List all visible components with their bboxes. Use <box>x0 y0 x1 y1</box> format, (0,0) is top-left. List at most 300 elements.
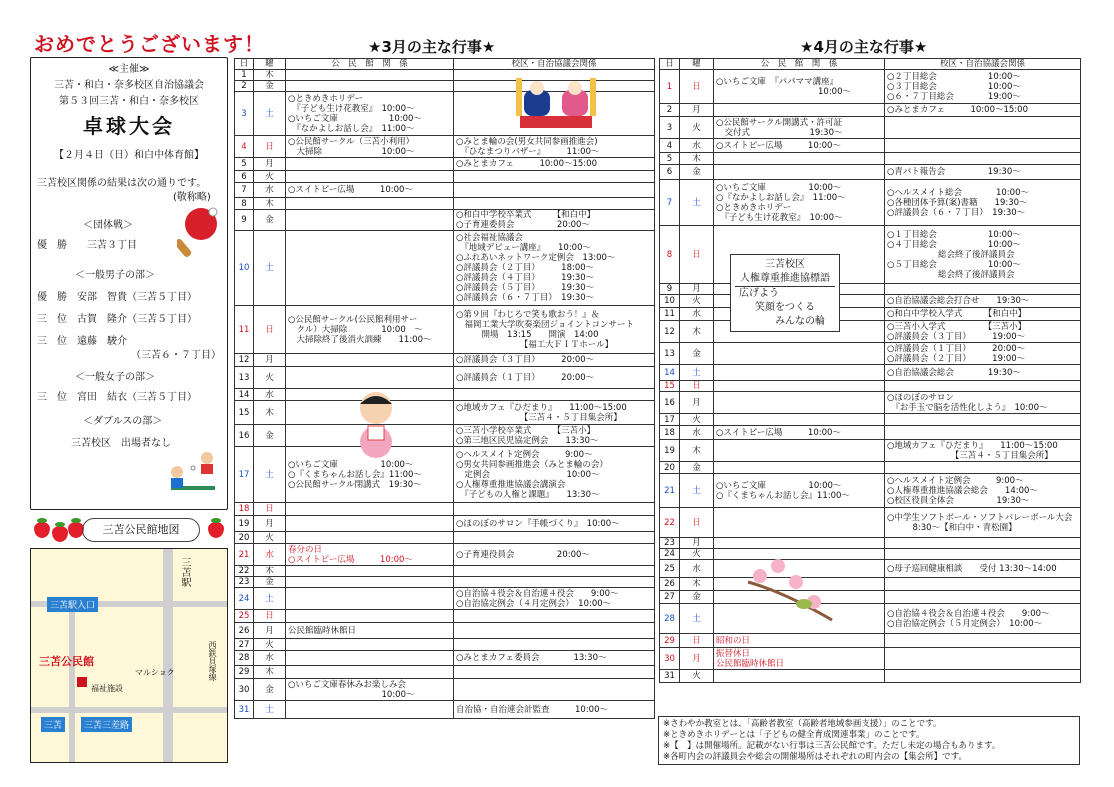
hall-events-cell <box>714 426 885 440</box>
weekday-cell <box>680 508 714 538</box>
cell-text: 25 <box>664 563 675 574</box>
cell-text: ○ほのぼのサロン 『お手玉で脳を活性化しよう』 10:00～ <box>887 392 1048 413</box>
schedule-row <box>235 210 655 231</box>
hall-marker <box>77 677 87 687</box>
cell-text: 30 <box>238 684 250 695</box>
weekday-cell <box>680 284 714 295</box>
schedule-row <box>660 560 1081 578</box>
cell-text: 17 <box>238 469 250 480</box>
cell-text: ○ときめきホリデー 『子ども生け花教室』 10:00～ ○いちご文庫 10:00～ 『なかよしお話し会』 11:00～ <box>288 93 422 134</box>
cell-text: 金 <box>692 167 701 177</box>
cell-text: 9 <box>241 215 247 225</box>
district-events-cell <box>885 549 1081 560</box>
schedule-row <box>235 623 655 639</box>
cell-text: 月 <box>265 518 274 529</box>
schedule-row <box>660 308 1081 321</box>
ping-pong-paddle-icon <box>177 206 221 260</box>
district-events-cell <box>885 604 1081 634</box>
doubles-result: 三苫校区 出場者なし <box>71 438 171 449</box>
hall-events-cell <box>286 532 454 544</box>
cell-text: ○社会福祉協議会 『地域デビュー講座』 10:00～ ○ふれあいネットワーク定例会 13:00～ ○評議員会（２丁目） 18:00～ ○評議員会（４丁目） 19:30～ ○評議員会（５丁目） 19:30～ ○評議員会（６・７丁目） 19:30～ <box>456 233 616 303</box>
district-events-cell <box>454 623 655 639</box>
cell-text: ○いちご文庫 10:00～ ○『なかよしお話し会』 11:00～ ○ときめきホリデー 『子ども生け花教室』 10:00～ <box>716 182 846 223</box>
day-cell <box>660 70 680 104</box>
cell-text: 11 <box>238 324 250 335</box>
day-cell <box>235 623 254 639</box>
weekday-cell <box>680 462 714 474</box>
cell-text: 金 <box>265 430 274 441</box>
hall-events-cell <box>714 648 885 670</box>
hall-events-cell <box>286 639 454 651</box>
schedule-row <box>235 651 655 666</box>
weekday-cell <box>254 81 286 92</box>
cell-text: 12 <box>238 355 250 365</box>
cell-text: 22 <box>238 566 250 576</box>
district-events-cell <box>885 226 1081 284</box>
cell-text: ○ヘルスメイト総会 10:00～ ○各種団体予算(案)書籍 19:30～ ○評議員会（６・７丁目） 19:30～ <box>887 187 1029 218</box>
hina-dolls-icon <box>516 76 596 132</box>
hall-events-cell <box>286 577 454 588</box>
cell-text: ○和白中学校入学式 【和白中】 <box>887 309 1027 319</box>
day-cell <box>660 426 680 440</box>
cell-text: 自治協・自治連会計監査 10:00～ <box>456 704 608 715</box>
schedule-row <box>660 648 1081 670</box>
cell-text: 27 <box>238 639 250 650</box>
cell-text: 17 <box>664 414 675 425</box>
cell-text: 日 <box>692 517 701 528</box>
hall-events-cell <box>286 679 454 701</box>
weekday-cell <box>680 308 714 321</box>
doubles-heading: ＜ダブルスの部＞ <box>83 416 163 427</box>
weekday-cell <box>254 401 286 425</box>
cell-text: ○ヘルスメイト定例会 9:00～ ○男女共同参画推進会（みとま輪の会） 定例会 10:00～ ○人権尊重推進協議会講演会 『子どもの人権と課題』 13:30～ <box>456 449 608 500</box>
schedule-row <box>235 610 655 623</box>
weekday-cell <box>680 381 714 392</box>
weekday-cell <box>680 153 714 165</box>
day-cell <box>235 354 254 367</box>
day-cell <box>660 538 680 549</box>
col-header: 曜 <box>254 59 286 70</box>
march-schedule-table <box>234 58 655 719</box>
day-cell <box>235 92 254 136</box>
weekday-cell <box>680 180 714 226</box>
cell-text: 火 <box>692 549 701 559</box>
cell-text: 13 <box>664 348 675 359</box>
weekday-cell <box>680 104 714 117</box>
day-cell <box>660 117 680 139</box>
weekday-cell <box>254 136 286 158</box>
schedule-row <box>660 508 1081 538</box>
headline: おめでとうございます！ <box>34 32 265 56</box>
schedule-row <box>660 295 1081 308</box>
cell-text: 5 <box>666 153 673 164</box>
road <box>69 601 75 763</box>
hall-events-cell <box>714 343 885 365</box>
district-events-cell <box>454 566 655 577</box>
cell-text: ○みとま輪の会(男女共同参画推進会) 『ひなまつりバザー』 11:00～ <box>456 136 600 157</box>
cell-text: 金 <box>692 348 701 359</box>
hall-events-cell <box>286 158 454 171</box>
schedule-row <box>660 670 1081 683</box>
cell-text: 水 <box>692 563 701 574</box>
table-tennis-result-box <box>30 57 228 510</box>
schedule-row <box>660 284 1081 295</box>
schedule-row <box>660 153 1081 165</box>
day-cell <box>660 308 680 321</box>
weekday-cell <box>680 549 714 560</box>
cell-text: ○みとまカフェ 10:00～15:00 <box>456 159 597 169</box>
district-events-cell <box>885 474 1081 508</box>
hall-events-cell <box>286 566 454 577</box>
cell-text: ○スイトピー広場 10:00～ <box>288 185 413 195</box>
cell-text: ○いちご文庫 『パパママ講座』 10:00～ <box>716 76 851 97</box>
men-result-district: （三苫６・７丁目） <box>131 350 221 361</box>
women-result: 三 位 宮田 結衣（三苫５丁目） <box>37 392 197 403</box>
district-events-cell <box>885 538 1081 549</box>
district-events-cell <box>454 577 655 588</box>
weekday-cell <box>254 389 286 401</box>
cherry-blossom-icon <box>744 552 836 626</box>
day-cell <box>660 226 680 284</box>
district-events-cell <box>885 308 1081 321</box>
cell-text: 春分の日 ○スイトピー広場 10:00～ <box>288 544 413 565</box>
day-cell <box>235 171 254 183</box>
cell-text: 土 <box>692 367 701 378</box>
weekday-cell <box>680 226 714 284</box>
schedule-row <box>235 577 655 588</box>
day-cell <box>235 666 254 679</box>
welfare-label: 福祉施設 <box>91 684 123 693</box>
schedule-row <box>235 503 655 516</box>
weekday-cell <box>680 165 714 180</box>
cell-text: 26 <box>238 625 250 636</box>
cell-text: 4 <box>241 141 247 152</box>
team-result: 優 勝 三苫３丁目 <box>37 240 137 251</box>
district-events-cell <box>454 183 655 198</box>
day-cell <box>235 158 254 171</box>
cell-text: 金 <box>692 592 701 602</box>
schedule-row <box>660 343 1081 365</box>
cell-text: 26 <box>664 579 675 589</box>
cell-text: 木 <box>265 198 274 209</box>
hall-events-cell <box>714 365 885 381</box>
cell-text: ○公民館サークル（三苫小利用） 大掃除 10:00～ <box>288 136 415 157</box>
schedule-row <box>660 392 1081 414</box>
cell-text: 金 <box>265 215 274 225</box>
cell-text: 水 <box>692 309 701 319</box>
district-events-cell <box>885 139 1081 153</box>
cell-text: ○評議員会（３丁目） 20:00～ <box>456 355 595 365</box>
cell-text: ○いちご文庫春休みお楽しみ会 10:00～ <box>288 679 415 700</box>
cell-text: 24 <box>664 549 675 559</box>
district-events-cell <box>885 648 1081 670</box>
cell-text: 月 <box>265 625 274 636</box>
district-events-cell <box>454 171 655 183</box>
day-cell <box>235 610 254 623</box>
weekday-cell <box>254 70 286 81</box>
cell-text: 月 <box>692 105 701 115</box>
cell-text: 7 <box>241 185 247 195</box>
cell-text: ○公民館サークル開講式・許可証 交付式 19:30～ <box>716 117 843 138</box>
hall-events-cell <box>714 381 885 392</box>
cell-text: ○自治協４役会＆自治連４役会 9:00～ ○自治協定例会（５月定例会） 10:00～ <box>887 608 1050 629</box>
map-label: 三苫公民館地図 <box>82 518 200 542</box>
hall-events-cell <box>714 180 885 226</box>
cell-text: 火 <box>265 372 274 383</box>
cell-text: 土 <box>265 469 274 480</box>
weekday-cell <box>254 425 286 447</box>
schedule-row <box>660 165 1081 180</box>
weekday-cell <box>680 591 714 604</box>
cell-text: 日 <box>265 141 274 152</box>
hall-events-cell <box>286 210 454 231</box>
schedule-row <box>235 566 655 577</box>
cell-text: 水 <box>265 653 274 663</box>
hall-events-cell <box>714 440 885 462</box>
road <box>31 707 228 713</box>
cell-text: 10 <box>238 263 250 273</box>
cell-text: 27 <box>664 592 675 602</box>
weekday-cell <box>254 701 286 719</box>
district-events-cell <box>454 447 655 503</box>
weekday-cell <box>680 139 714 153</box>
cell-text: 金 <box>265 684 274 695</box>
day-cell <box>235 566 254 577</box>
weekday-cell <box>254 588 286 610</box>
day-cell <box>660 392 680 414</box>
organizer-label: ≪主催≫ <box>108 64 150 75</box>
hall-events-cell <box>286 651 454 666</box>
district-events-cell <box>454 679 655 701</box>
cell-text: 土 <box>265 593 274 604</box>
day-cell <box>235 544 254 566</box>
bus-stop-label: 三苫三差路 <box>81 717 132 732</box>
district-events-cell <box>454 136 655 158</box>
slogan-line: 三苫校区 <box>765 259 805 270</box>
schedule-row <box>235 158 655 171</box>
weekday-cell <box>680 474 714 508</box>
district-events-cell <box>454 666 655 679</box>
day-cell <box>235 679 254 701</box>
schedule-row <box>235 532 655 544</box>
cell-text: 月 <box>692 397 701 408</box>
district-events-cell <box>885 180 1081 226</box>
cell-text: ○評議員会（１丁目） 20:00～ ○評議員会（２丁目） 19:00～ <box>887 343 1026 364</box>
day-cell <box>660 295 680 308</box>
schedule-row <box>235 198 655 210</box>
hall-events-cell <box>286 92 454 136</box>
cell-text: 木 <box>692 326 701 337</box>
weekday-cell <box>680 343 714 365</box>
hall-events-cell <box>714 139 885 153</box>
weekday-cell <box>254 577 286 588</box>
schedule-row <box>660 365 1081 381</box>
day-cell <box>660 365 680 381</box>
weekday-cell <box>254 198 286 210</box>
event-edition: 第５３回三苫・和白・奈多校区 <box>59 96 199 107</box>
hall-events-cell <box>286 231 454 306</box>
col-header: 日 <box>235 59 254 70</box>
weekday-cell <box>254 158 286 171</box>
cell-text: 20 <box>664 462 675 473</box>
weekday-cell <box>254 503 286 516</box>
district-events-cell <box>454 701 655 719</box>
railway-line <box>163 549 173 763</box>
day-cell <box>235 81 254 92</box>
cell-text: 日 <box>692 635 701 646</box>
cell-text: 日 <box>692 381 701 391</box>
cell-text: ○スイトピー広場 10:00～ <box>716 427 841 438</box>
district-events-cell <box>454 306 655 354</box>
district-events-cell <box>885 670 1081 683</box>
cell-text: 16 <box>664 397 675 408</box>
weekday-cell <box>254 92 286 136</box>
day-cell <box>660 560 680 578</box>
cell-text: 金 <box>692 462 701 473</box>
schedule-row <box>660 440 1081 462</box>
district-events-cell <box>454 588 655 610</box>
cell-text: 月 <box>265 159 274 169</box>
day-cell <box>235 306 254 354</box>
schedule-row <box>235 679 655 701</box>
hall-events-cell <box>286 306 454 354</box>
slogan-line: みんなの輪 <box>775 316 825 327</box>
schedule-row <box>235 136 655 158</box>
district-events-cell <box>885 365 1081 381</box>
cell-text: 1 <box>666 81 673 92</box>
cell-text: 火 <box>265 639 274 650</box>
cell-text: 木 <box>265 407 274 418</box>
hall-events-cell <box>286 367 454 389</box>
schedule-row <box>660 226 1081 284</box>
col-header: 校区・自治協議会関係 <box>454 59 655 70</box>
district-events-cell <box>885 153 1081 165</box>
district-events-cell <box>454 532 655 544</box>
day-cell <box>660 321 680 343</box>
cell-text: 水 <box>692 427 701 438</box>
day-cell <box>235 447 254 503</box>
cell-text: 14 <box>664 367 675 378</box>
cell-text: 13 <box>238 372 250 383</box>
hall-events-cell <box>714 104 885 117</box>
district-events-cell <box>885 165 1081 180</box>
cell-text: 8 <box>666 249 673 260</box>
cell-text: 木 <box>265 70 274 80</box>
col-header: 校区・自治協議会関係 <box>885 59 1081 70</box>
cell-text: 28 <box>664 613 675 624</box>
weekday-cell <box>680 634 714 648</box>
cell-text: 日 <box>692 249 701 260</box>
day-cell <box>660 634 680 648</box>
schedule-row <box>660 634 1081 648</box>
schedule-row <box>235 447 655 503</box>
schedule-row <box>660 180 1081 226</box>
district-events-cell <box>885 104 1081 117</box>
cell-text: 火 <box>265 532 274 543</box>
cell-text: 18 <box>664 427 675 438</box>
cell-text: 木 <box>265 667 274 677</box>
schedule-row <box>660 104 1081 117</box>
cell-text: 22 <box>664 517 675 528</box>
day-cell <box>235 136 254 158</box>
weekday-cell <box>680 70 714 104</box>
cell-text: 29 <box>664 635 675 646</box>
cell-text: 昭和の日 <box>716 635 751 646</box>
cell-text: 木 <box>692 153 701 164</box>
weekday-cell <box>254 447 286 503</box>
district-events-cell <box>454 231 655 306</box>
district-events-cell <box>885 381 1081 392</box>
human-rights-slogan <box>730 254 840 332</box>
weekday-cell <box>680 426 714 440</box>
day-cell <box>660 139 680 153</box>
day-cell <box>660 381 680 392</box>
cell-text: 2 <box>241 81 247 91</box>
weekday-cell <box>254 679 286 701</box>
day-cell <box>235 401 254 425</box>
district-events-cell <box>454 198 655 210</box>
hall-events-cell <box>286 623 454 639</box>
slogan-line: 笑顔をつくる <box>755 302 815 313</box>
cell-text: 28 <box>238 653 250 663</box>
team-heading: ＜団体戦＞ <box>83 220 133 231</box>
schedule-row <box>660 70 1081 104</box>
hall-events-cell <box>714 392 885 414</box>
weekday-cell <box>254 566 286 577</box>
schedule-row <box>660 117 1081 139</box>
cell-text: ○地域カフェ『ひだまり』 11:00～15:00 【三苫４・５丁目集会所】 <box>456 402 627 423</box>
hall-events-cell <box>286 136 454 158</box>
district-events-cell <box>885 117 1081 139</box>
district-events-cell <box>885 560 1081 578</box>
ping-pong-players-icon <box>163 450 223 506</box>
cell-text: ○自治協議会総会 19:30～ <box>887 367 1021 378</box>
cell-text: 31 <box>238 704 250 715</box>
weekday-cell <box>254 210 286 231</box>
cell-text: 月 <box>265 355 274 365</box>
district-events-cell <box>885 462 1081 474</box>
hall-events-cell <box>714 462 885 474</box>
schedule-row <box>235 306 655 354</box>
district-events-cell <box>454 516 655 532</box>
hall-events-cell <box>714 670 885 683</box>
hall-events-cell <box>714 117 885 139</box>
strawberry-icon <box>208 522 224 538</box>
day-cell <box>660 508 680 538</box>
day-cell <box>235 210 254 231</box>
day-cell <box>235 367 254 389</box>
weekday-cell <box>680 295 714 308</box>
weekday-cell <box>680 578 714 591</box>
schedule-row <box>235 389 655 401</box>
schedule-row <box>660 462 1081 474</box>
day-cell <box>235 503 254 516</box>
schedule-row <box>235 183 655 198</box>
day-cell <box>660 648 680 670</box>
day-cell <box>235 516 254 532</box>
cell-text: 3 <box>666 122 673 133</box>
cell-text: 31 <box>664 671 675 681</box>
weekday-cell <box>254 306 286 354</box>
weekday-cell <box>680 604 714 634</box>
schedule-row <box>235 401 655 425</box>
district-events-cell <box>885 591 1081 604</box>
cell-text: 7 <box>666 197 673 208</box>
schedule-row <box>660 426 1081 440</box>
schedule-row <box>235 588 655 610</box>
cell-text: ○地域カフェ『ひだまり』 11:00～15:00 【三苫４・５丁目集会所】 <box>887 440 1058 461</box>
cell-text: 11 <box>664 309 675 319</box>
